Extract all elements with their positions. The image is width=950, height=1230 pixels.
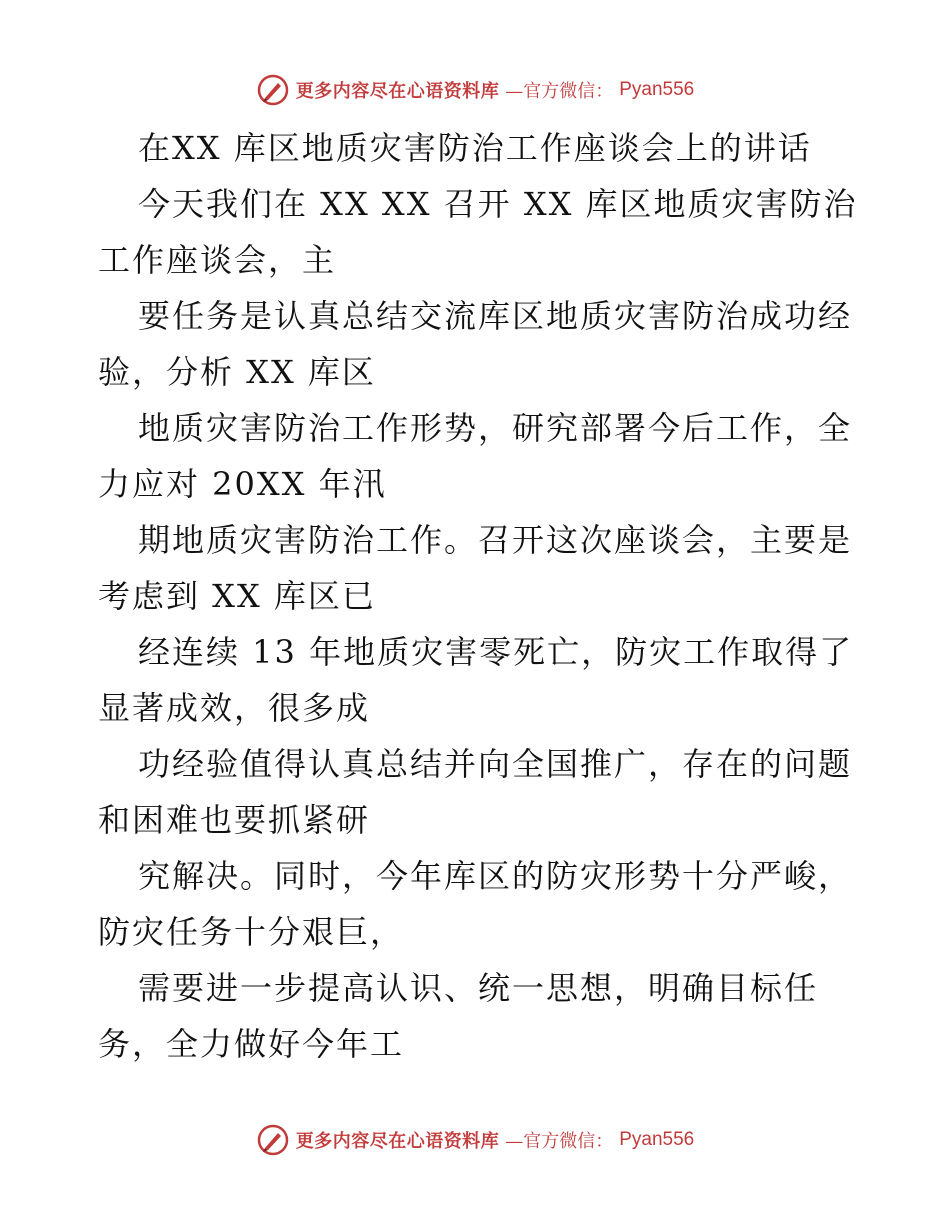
footer-watermark-banner <box>0 1120 950 1160</box>
text-line: 验，分析 XX 库区 <box>98 353 376 391</box>
text-line: 地质灾害防治工作形势，研究部署今后工作，全 <box>138 409 853 447</box>
banner-wechat-id: Pyan556 <box>619 79 695 100</box>
text-line: 考虑到 XX 库区已 <box>98 577 376 615</box>
text-line: 和困难也要抓紧研 <box>98 801 371 839</box>
text-line: 经连续 13 年地质灾害零死亡，防灾工作取得了 <box>138 633 854 671</box>
banner-main-text: 更多内容尽在心语资料库 <box>295 81 500 102</box>
banner-separator-text: —官方微信： <box>505 81 614 102</box>
header-watermark-banner <box>0 70 950 110</box>
text-line: 工作座谈会，主 <box>98 241 337 279</box>
banner-main-text: 更多内容尽在心语资料库 <box>295 1131 500 1152</box>
text-line: 务，全力做好今年工 <box>98 1025 405 1063</box>
text-line: 期地质灾害防治工作。召开这次座谈会，主要是 <box>138 521 853 559</box>
text-line: 防灾任务十分艰巨， <box>98 913 405 951</box>
text-line: 功经验值得认真总结并向全国推广，存在的问题 <box>138 745 853 783</box>
pen-logo-icon <box>256 73 290 107</box>
text-line: 今天我们在 XX XX 召开 XX 库区地质灾害防治 <box>138 185 858 223</box>
text-line: 究解决。同时，今年库区的防灾形势十分严峻， <box>138 857 853 895</box>
text-line: 显著成效，很多成 <box>98 689 371 727</box>
banner-separator-text: —官方微信： <box>505 1131 614 1152</box>
document-title: 在XX 库区地质灾害防治工作座谈会上的讲话 <box>138 129 812 167</box>
text-line: 需要进一步提高认识、统一思想，明确目标任 <box>138 969 819 1007</box>
pen-logo-icon <box>256 1123 290 1157</box>
document-body <box>98 120 858 1072</box>
banner-wechat-id: Pyan556 <box>619 1129 695 1150</box>
text-line: 要任务是认真总结交流库区地质灾害防治成功经 <box>138 297 853 335</box>
text-line: 力应对 20XX 年汛 <box>98 465 387 503</box>
